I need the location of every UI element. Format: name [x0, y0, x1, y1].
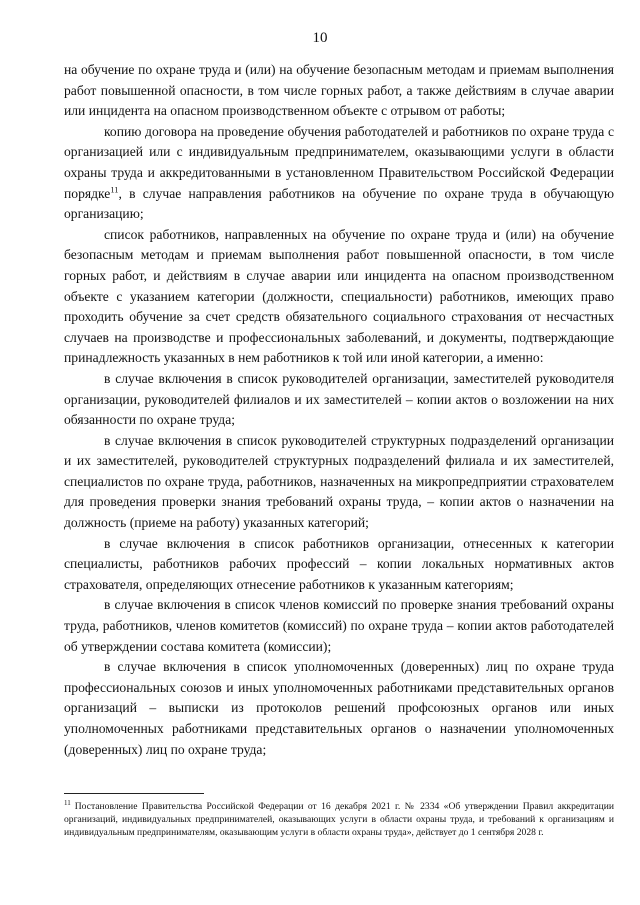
paragraph-contract-copy [64, 122, 614, 225]
paragraph-specialists: в случае включения в список работников организации, отнесенных к категории специалисты, работников рабочих профессий – копии локальных нормативных актов страхователя, определяющих отнесение работников к указанным категориям; [64, 535, 614, 592]
paragraph-commission-members: в случае включения в список членов комиссий по проверке знания требований охраны труда, работников, членов комитетов (комиссий) по охране труда – копии актов работодателей об утверждении состава комитета (комиссии); [64, 597, 614, 654]
paragraph-managers: в случае включения в список руководителей организации, заместителей руководителя организации, руководителей филиалов и их заместителей – копии актов о возложении на них обязанности по охране труда; [64, 370, 614, 428]
footnote-reference: 11 [110, 184, 119, 195]
footnote-text: Постановление Правительства Российской Федерации от 16 декабря 2021 г. № 2334 «Об утверждении Правил аккредитации организаций, индивидуальных предпринимателей, оказывающих услуги в области охраны труда, и требований к организациям и индивидуальным предпринимателям, оказывающим услуги в области охраны труда», действует до 1 сентября 2028 г. [64, 801, 614, 838]
paragraph-authorized-persons: в случае включения в список уполномоченных (доверенных) лиц по охране труда профессиональных союзов и иных уполномоченных работниками представительных органов организаций – выписки из протоколов решений профсоюзных органов или иных уполномоченных работниками представительных органов о назначении уполномоченных (доверенных) лиц по охране труда; [64, 659, 614, 757]
paragraph-continuation: на обучение по охране труда и (или) на обучение безопасным методам и приемам выполнения работ повышенной опасности, в том числе горных работ, а также действиям в случае аварии или инцидента на опасном производственном объекте с отрывом от работы; [64, 62, 614, 119]
footnote-divider [64, 793, 204, 794]
paragraph-division-heads: в случае включения в список руководителей структурных подразделений организации и их заместителей, руководителей структурных подразделений филиала и их заместителей, специалистов по охране труда, работников, назначенных на микропредприятии страхователем для проведения проверки знания требований охраны труда, – копии актов о назначении на должность (приеме на работу) указанных категорий; [64, 432, 614, 531]
document-body [64, 60, 614, 760]
page-number: 10 [312, 30, 328, 46]
paragraph-text-continued: , в случае направления работников на обучение по охране труда в обучающую организацию; [64, 185, 614, 222]
footnote-mark: 11 [64, 798, 71, 807]
paragraph-text: копию договора на проведение обучения работодателей и работников по охране труда с организацией или с индивидуальным предпринимателем, оказывающими услуги в области охраны труда и аккредитованными в установленном Правительством Российской Федерации порядке [64, 123, 614, 201]
paragraph-employee-list: список работников, направленных на обучение по охране труда и (или) на обучение безопасным методам и приемам выполнения работ повышенной опасности, в том числе горных работ, и действиям в случае аварии или инцидента на опасном производственном объекте с указанием категории (должности, специальности) работников, имеющих право проходить обучение за счет средств обязательного социального страхования от несчастных случаев на производстве и профессиональных заболеваний, и документы, подтверждающие принадлежность указанных в нем работников к той или иной категории, а именно: [64, 226, 614, 366]
footnote [64, 800, 614, 839]
